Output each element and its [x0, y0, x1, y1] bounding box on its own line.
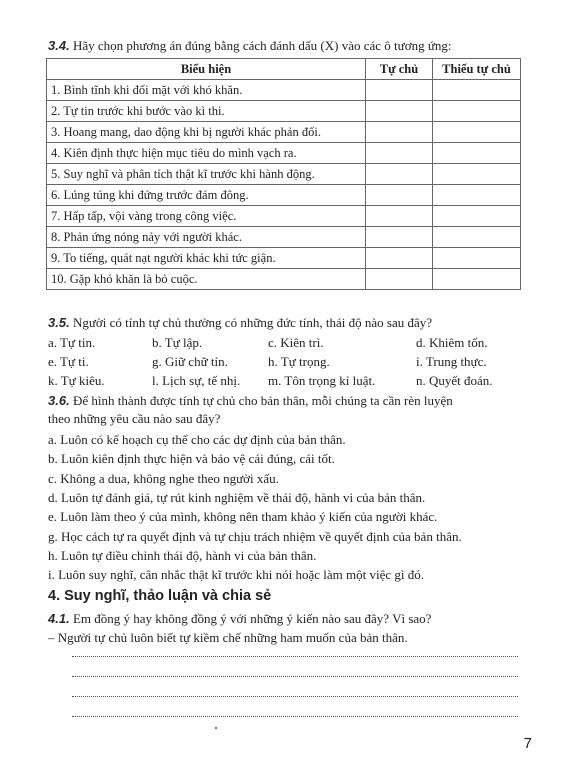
answer-line: [72, 715, 518, 717]
q36-item: g. Học cách tự ra quyết định và tự chịu trách nhiệm về quyết định của bản thân.: [48, 528, 462, 544]
table-row: [47, 143, 521, 164]
row-description: 4. Kiên định thực hiện mục tiêu do mình vạch ra.: [47, 143, 366, 164]
row-description: 2. Tự tin trước khi bước vào kì thi.: [47, 101, 366, 122]
q36-prompt-line1: [48, 392, 453, 409]
q35-option: a. Tự tin.: [48, 335, 96, 350]
checkbox-cell-tu-chu[interactable]: [366, 227, 433, 248]
q34-table: [46, 58, 521, 290]
table-row: [47, 164, 521, 185]
q35-number: 3.5.: [48, 315, 70, 330]
q34-text: Hãy chọn phương án đúng bằng cách đánh dấu (X) vào các ô tương ứng:: [72, 38, 452, 53]
q35-option: l. Lịch sự, tế nhị.: [152, 373, 241, 388]
checkbox-cell-thieu-tu-chu[interactable]: [433, 101, 521, 122]
checkbox-cell-tu-chu[interactable]: [366, 164, 433, 185]
checkbox-cell-thieu-tu-chu[interactable]: [433, 206, 521, 227]
checkbox-cell-tu-chu[interactable]: [366, 101, 433, 122]
checkbox-cell-tu-chu[interactable]: [366, 143, 433, 164]
q36-text1: Để hình thành được tính tự chủ cho bản thân, mỗi chúng ta cần rèn luyện: [72, 393, 453, 408]
header-thieu-tu-chu: Thiếu tự chủ: [433, 59, 521, 80]
q36-number: 3.6.: [48, 393, 70, 408]
q36-item: b. Luôn kiên định thực hiện và bảo vệ cái đúng, cái tốt.: [48, 451, 335, 467]
row-description: 10. Gặp khó khăn là bỏ cuộc.: [47, 269, 366, 290]
checkbox-cell-thieu-tu-chu[interactable]: [433, 80, 521, 101]
checkbox-cell-tu-chu[interactable]: [366, 185, 433, 206]
q35-option: b. Tự lập.: [152, 335, 203, 350]
row-description: 9. To tiếng, quát nạt người khác khi tức giận.: [47, 248, 366, 269]
checkbox-cell-tu-chu[interactable]: [366, 122, 433, 143]
checkbox-cell-thieu-tu-chu[interactable]: [433, 164, 521, 185]
q34-prompt: [48, 37, 452, 54]
row-description: 8. Phản ứng nóng nảy với người khác.: [47, 227, 366, 248]
row-description: 6. Lúng túng khi đứng trước đám đông.: [47, 185, 366, 206]
q41-number: 4.1.: [48, 611, 70, 626]
q36-item: h. Luôn tự điều chỉnh thái độ, hành vi của bản thân.: [48, 547, 317, 563]
table-row: [47, 185, 521, 206]
page-number: 7: [523, 735, 532, 752]
table-row: [47, 227, 521, 248]
checkbox-cell-thieu-tu-chu[interactable]: [433, 248, 521, 269]
table-row: [47, 248, 521, 269]
table-header-row: [47, 59, 521, 80]
table-row: [47, 80, 521, 101]
row-description: 5. Suy nghĩ và phân tích thật kĩ trước khi hành động.: [47, 164, 366, 185]
q36-item: d. Luôn tự đánh giá, tự rút kinh nghiệm về thái độ, hành vi của bản thân.: [48, 489, 426, 505]
q35-option: m. Tôn trọng kỉ luật.: [268, 373, 376, 388]
q36-item: c. Không a dua, không nghe theo người xấu.: [48, 470, 279, 486]
answer-line: [72, 675, 518, 677]
row-description: 1. Bình tĩnh khi đối mặt với khó khăn.: [47, 80, 366, 101]
checkbox-cell-thieu-tu-chu[interactable]: [433, 185, 521, 206]
row-description: 7. Hấp tấp, vội vàng trong công việc.: [47, 206, 366, 227]
answer-line: [72, 695, 518, 697]
table-row: [47, 206, 521, 227]
table-row: [47, 101, 521, 122]
q35-option: n. Quyết đoán.: [416, 373, 493, 388]
q41-prompt: [48, 610, 431, 627]
checkbox-cell-thieu-tu-chu[interactable]: [433, 122, 521, 143]
checkbox-cell-tu-chu[interactable]: [366, 269, 433, 290]
checkbox-cell-thieu-tu-chu[interactable]: [433, 143, 521, 164]
q35-option: g. Giữ chữ tín.: [152, 354, 228, 369]
section4-title: 4. Suy nghĩ, thảo luận và chia sẻ: [48, 588, 272, 604]
q36-item: a. Luôn có kế hoạch cụ thể cho các dự định của bản thân.: [48, 432, 346, 447]
q35-option: c. Kiên trì.: [268, 335, 324, 350]
q35-option: k. Tự kiêu.: [48, 373, 105, 388]
checkbox-cell-tu-chu[interactable]: [366, 248, 433, 269]
q35-option: i. Trung thực.: [416, 354, 487, 369]
header-tu-chu: Tự chủ: [366, 59, 433, 80]
q35-option: e. Tự ti.: [48, 354, 89, 369]
q35-option: h. Tự trọng.: [268, 354, 330, 369]
checkbox-cell-tu-chu[interactable]: [366, 206, 433, 227]
q35-prompt: [48, 314, 432, 331]
header-bieu-hien: Biểu hiện: [47, 59, 366, 80]
q36-item: e. Luôn làm theo ý của mình, không nên tham khảo ý kiến của người khác.: [48, 509, 438, 525]
q41-item: – Người tự chủ luôn biết tự kiềm chế những ham muốn của bản thân.: [48, 630, 408, 645]
q35-option: d. Khiêm tốn.: [416, 335, 488, 350]
checkbox-cell-thieu-tu-chu[interactable]: [433, 227, 521, 248]
q41-text: Em đồng ý hay không đồng ý với những ý kiến nào sau đây? Vì sao?: [72, 611, 432, 626]
q34-number: 3.4.: [48, 38, 70, 53]
q35-text: Người có tính tự chủ thường có những đức tính, thái độ nào sau đây?: [72, 315, 433, 330]
q36-prompt-line2: theo những yêu cầu nào sau đây?: [48, 411, 221, 426]
row-description: 3. Hoang mang, dao động khi bị người khác phản đối.: [47, 122, 366, 143]
table-row: [47, 269, 521, 290]
checkbox-cell-thieu-tu-chu[interactable]: [433, 269, 521, 290]
checkbox-cell-tu-chu[interactable]: [366, 80, 433, 101]
answer-line: [72, 655, 518, 657]
table-row: [47, 122, 521, 143]
dot-mark: [215, 727, 217, 729]
q36-item: i. Luôn suy nghĩ, cân nhắc thật kĩ trước khi nói hoặc làm một việc gì đó.: [48, 567, 425, 583]
